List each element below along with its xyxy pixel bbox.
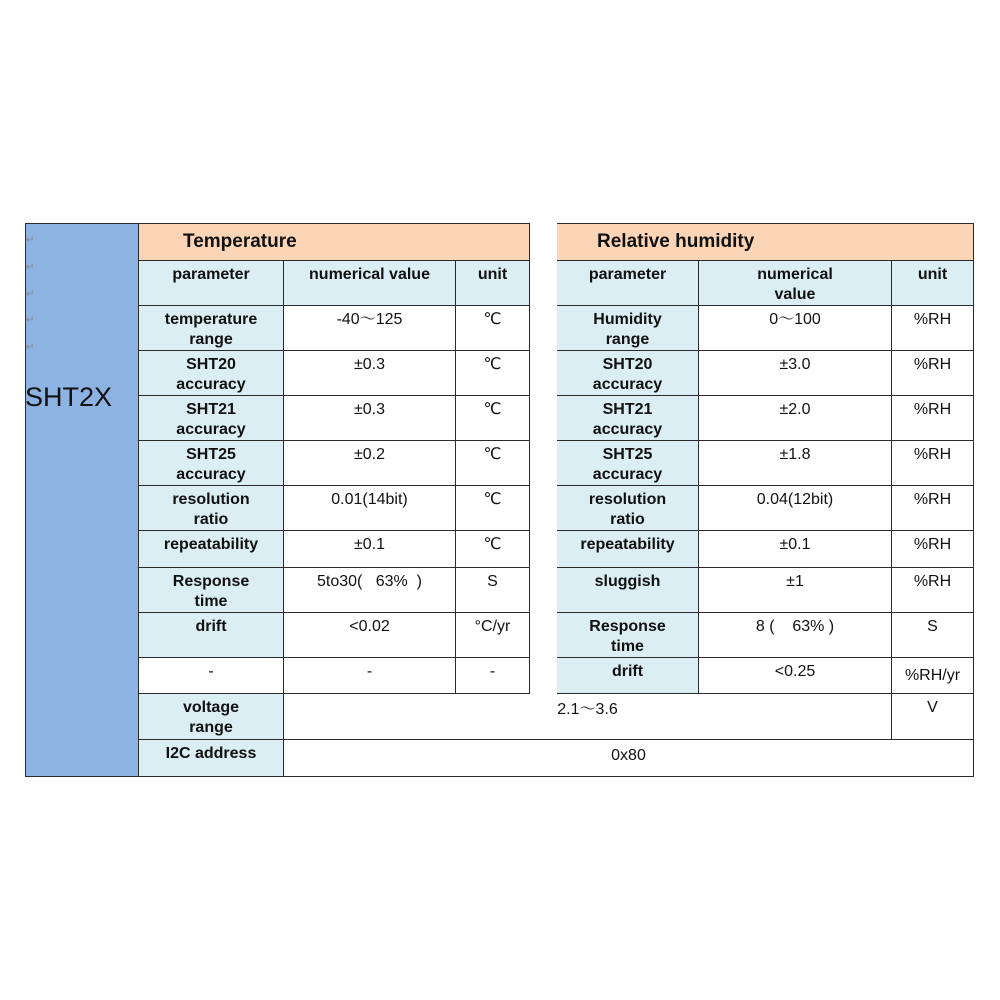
hum-unit: S (892, 613, 974, 658)
sht2x-spec-table: SHT2X ↵ ↵ ↵ ↵ ↵ Temperature Relative humidity parameter numerical value unit parameter numerical value unit temperature range -40～125 ℃ SHT20 accuracy ±0.3 ℃ SHT21 accuracy ±0.3 ℃ SHT25 accuracy ±0.2 ℃ resolution ratio 0.01(14bit) ℃ repeatability ±0.1 ℃ Response time 5to30( 63% ) S drift <0.02 °C/yr - - - Humidity range 0～100 %RH SHT20 accuracy ±3.0 %RH SHT21 accuracy ±2.0 %RH SHT25 accuracy ±1.8 %RH resolution ratio 0.04(12bit) %RH repeatability ±0.1 %RH sluggish ±1 %RH Response time 8 ( 63% ) S drift <0.25 %RH/yr voltage range 2.1～3.6 V I2C address 0x80 (0, 0, 1000, 1000)
temp-param: SHT25 accuracy (139, 441, 284, 486)
hum-unit: %RH/yr (892, 658, 974, 694)
hum-value: 0.04(12bit) (699, 486, 892, 531)
temp-param: - (139, 658, 284, 694)
temp-param: temperature range (139, 306, 284, 351)
temp-col-value: numerical value (284, 261, 456, 306)
temp-value: ±0.2 (284, 441, 456, 486)
hum-value: <0.25 (699, 658, 892, 694)
temp-col-parameter: parameter (139, 261, 284, 306)
temp-unit: ℃ (456, 306, 530, 351)
hum-value: ±1.8 (699, 441, 892, 486)
temp-unit: S (456, 568, 530, 613)
table-gap (530, 223, 557, 695)
temp-unit: °C/yr (456, 613, 530, 658)
hum-unit: %RH (892, 351, 974, 396)
temp-col-unit: unit (456, 261, 530, 306)
hum-col-unit: unit (892, 261, 974, 306)
hum-value: ±3.0 (699, 351, 892, 396)
temp-unit: ℃ (456, 351, 530, 396)
temp-param: repeatability (139, 531, 284, 568)
hum-value: 8 ( 63% ) (699, 613, 892, 658)
i2c-label: I2C address (139, 740, 284, 777)
temp-value: ±0.3 (284, 396, 456, 441)
sidebar (25, 223, 139, 777)
temp-unit: - (456, 658, 530, 694)
hum-param: Response time (557, 613, 699, 658)
temp-value: <0.02 (284, 613, 456, 658)
hum-param: sluggish (557, 568, 699, 613)
temp-param: Response time (139, 568, 284, 613)
humidity-header: Relative humidity (557, 223, 974, 261)
temp-unit: ℃ (456, 486, 530, 531)
voltage-value: 2.1～3.6 (284, 694, 892, 740)
temp-unit: ℃ (456, 531, 530, 568)
hum-param: Humidity range (557, 306, 699, 351)
hum-col-value: numerical value (699, 261, 892, 306)
temp-value: ±0.1 (284, 531, 456, 568)
temp-param: SHT21 accuracy (139, 396, 284, 441)
hum-value: ±0.1 (699, 531, 892, 568)
hum-unit: %RH (892, 531, 974, 568)
temperature-header: Temperature (139, 223, 530, 261)
temp-value: ±0.3 (284, 351, 456, 396)
temp-param: resolution ratio (139, 486, 284, 531)
hum-value: 0～100 (699, 306, 892, 351)
temp-param: SHT20 accuracy (139, 351, 284, 396)
hum-value: ±2.0 (699, 396, 892, 441)
hum-unit: %RH (892, 396, 974, 441)
voltage-unit: V (892, 694, 974, 740)
hum-unit: %RH (892, 306, 974, 351)
voltage-label: voltage range (139, 694, 284, 740)
i2c-value: 0x80 (284, 740, 974, 777)
product-name: SHT2X (25, 382, 113, 412)
temp-unit: ℃ (456, 396, 530, 441)
temp-value: - (284, 658, 456, 694)
temp-value: 0.01(14bit) (284, 486, 456, 531)
hum-param: SHT25 accuracy (557, 441, 699, 486)
hum-param: resolution ratio (557, 486, 699, 531)
hum-unit: %RH (892, 568, 974, 613)
temp-value: 5to30( 63% ) (284, 568, 456, 613)
hum-unit: %RH (892, 486, 974, 531)
hum-param: SHT20 accuracy (557, 351, 699, 396)
hum-value: ±1 (699, 568, 892, 613)
temp-value: -40～125 (284, 306, 456, 351)
temp-param: drift (139, 613, 284, 658)
hum-param: repeatability (557, 531, 699, 568)
hum-param: drift (557, 658, 699, 694)
hum-param: SHT21 accuracy (557, 396, 699, 441)
hum-unit: %RH (892, 441, 974, 486)
hum-col-parameter: parameter (557, 261, 699, 306)
temp-unit: ℃ (456, 441, 530, 486)
